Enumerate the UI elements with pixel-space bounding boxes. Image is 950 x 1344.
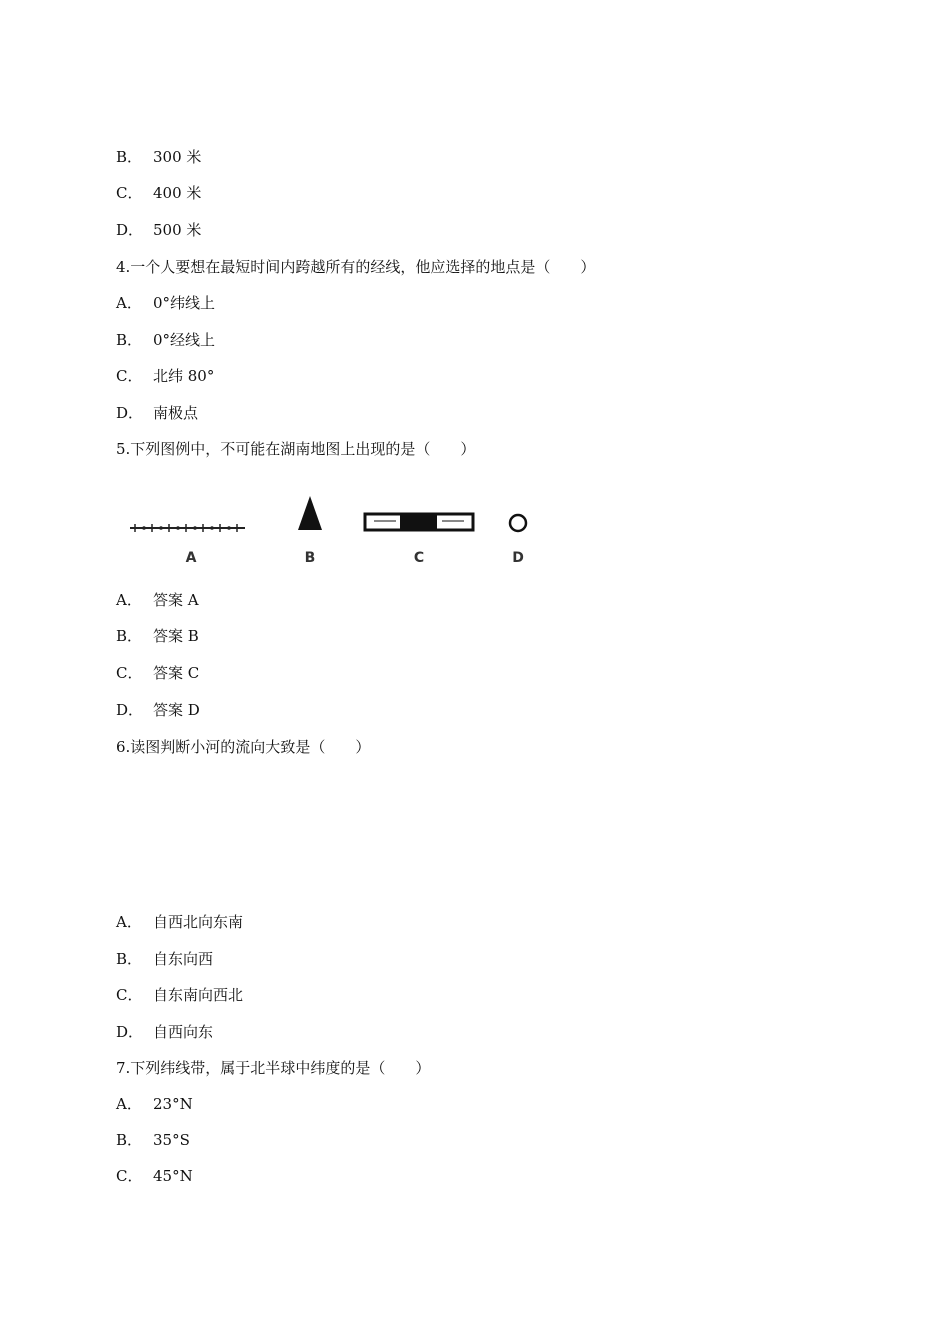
option-text: 答案 A xyxy=(153,591,199,609)
option-text: 南极点 xyxy=(153,404,199,422)
option-text: 北纬 80° xyxy=(153,367,215,385)
option-text: 400 米 xyxy=(153,184,202,202)
option-text: 500 米 xyxy=(153,221,202,239)
option-letter: D． xyxy=(116,404,144,422)
q6-option-c xyxy=(116,985,243,1005)
q6-option-a xyxy=(116,912,243,932)
option-letter: B． xyxy=(116,627,143,645)
option-letter: B． xyxy=(116,1131,143,1149)
q3-option-d xyxy=(116,220,201,240)
map-legend-figure xyxy=(120,490,540,570)
q6-option-b xyxy=(116,949,213,969)
q5-option-d xyxy=(116,700,200,720)
option-letter: B． xyxy=(116,331,143,349)
q5-question: 5.下列图例中，不可能在湖南地图上出现的是（ ） xyxy=(116,440,476,458)
q3-option-b xyxy=(116,147,201,167)
option-text: 0°经线上 xyxy=(153,331,216,349)
option-text: 自西向东 xyxy=(153,1023,214,1041)
option-letter: A． xyxy=(116,294,142,312)
option-text: 自东向西 xyxy=(153,950,214,968)
legend-symbol-c xyxy=(365,514,473,530)
option-letter: A． xyxy=(116,591,142,609)
option-letter: B． xyxy=(116,148,143,166)
option-text: 自东南向西北 xyxy=(153,986,244,1004)
option-letter: C． xyxy=(116,1167,143,1185)
option-letter: B． xyxy=(116,950,143,968)
option-letter: C． xyxy=(116,184,143,202)
legend-label-c: C xyxy=(413,550,425,566)
q4-option-c xyxy=(116,366,214,386)
option-text: 自西北向东南 xyxy=(153,913,244,931)
legend-label-d: D xyxy=(512,550,524,566)
q7-option-c xyxy=(116,1166,193,1186)
q4-option-a xyxy=(116,293,215,313)
option-text: 35°S xyxy=(153,1131,190,1149)
option-letter: A． xyxy=(116,913,142,931)
q3-option-c xyxy=(116,183,201,203)
q4-question: 4.一个人要想在最短时间内跨越所有的经线，他应选择的地点是（ ） xyxy=(116,258,596,276)
q5-option-c xyxy=(116,663,199,683)
q7-option-b xyxy=(116,1130,190,1150)
option-text: 23°N xyxy=(153,1095,193,1113)
option-text: 0°纬线上 xyxy=(153,294,216,312)
option-letter: C． xyxy=(116,664,143,682)
legend-label-b: B xyxy=(304,550,316,566)
q5-option-b xyxy=(116,626,199,646)
option-text: 300 米 xyxy=(153,148,202,166)
option-letter: A． xyxy=(116,1095,142,1113)
option-letter: D． xyxy=(116,701,144,719)
legend-symbol-b xyxy=(298,496,322,530)
legend-symbol-d xyxy=(510,515,526,531)
q6-option-d xyxy=(116,1022,213,1042)
q4-option-d xyxy=(116,403,198,423)
option-text: 答案 D xyxy=(153,701,200,719)
q7-question: 7.下列纬线带，属于北半球中纬度的是（ ） xyxy=(116,1059,431,1077)
option-letter: C． xyxy=(116,367,143,385)
option-text: 45°N xyxy=(153,1167,193,1185)
q6-question: 6.读图判断小河的流向大致是（ ） xyxy=(116,738,371,756)
legend-label-a: A xyxy=(185,550,197,566)
option-text: 答案 B xyxy=(153,627,199,645)
option-letter: C． xyxy=(116,986,143,1004)
q5-option-a xyxy=(116,590,199,610)
legend-symbol-a xyxy=(130,524,245,532)
q7-option-a xyxy=(116,1094,193,1114)
q4-option-b xyxy=(116,330,215,350)
option-letter: D． xyxy=(116,1023,144,1041)
option-text: 答案 C xyxy=(153,664,200,682)
option-letter: D． xyxy=(116,221,144,239)
